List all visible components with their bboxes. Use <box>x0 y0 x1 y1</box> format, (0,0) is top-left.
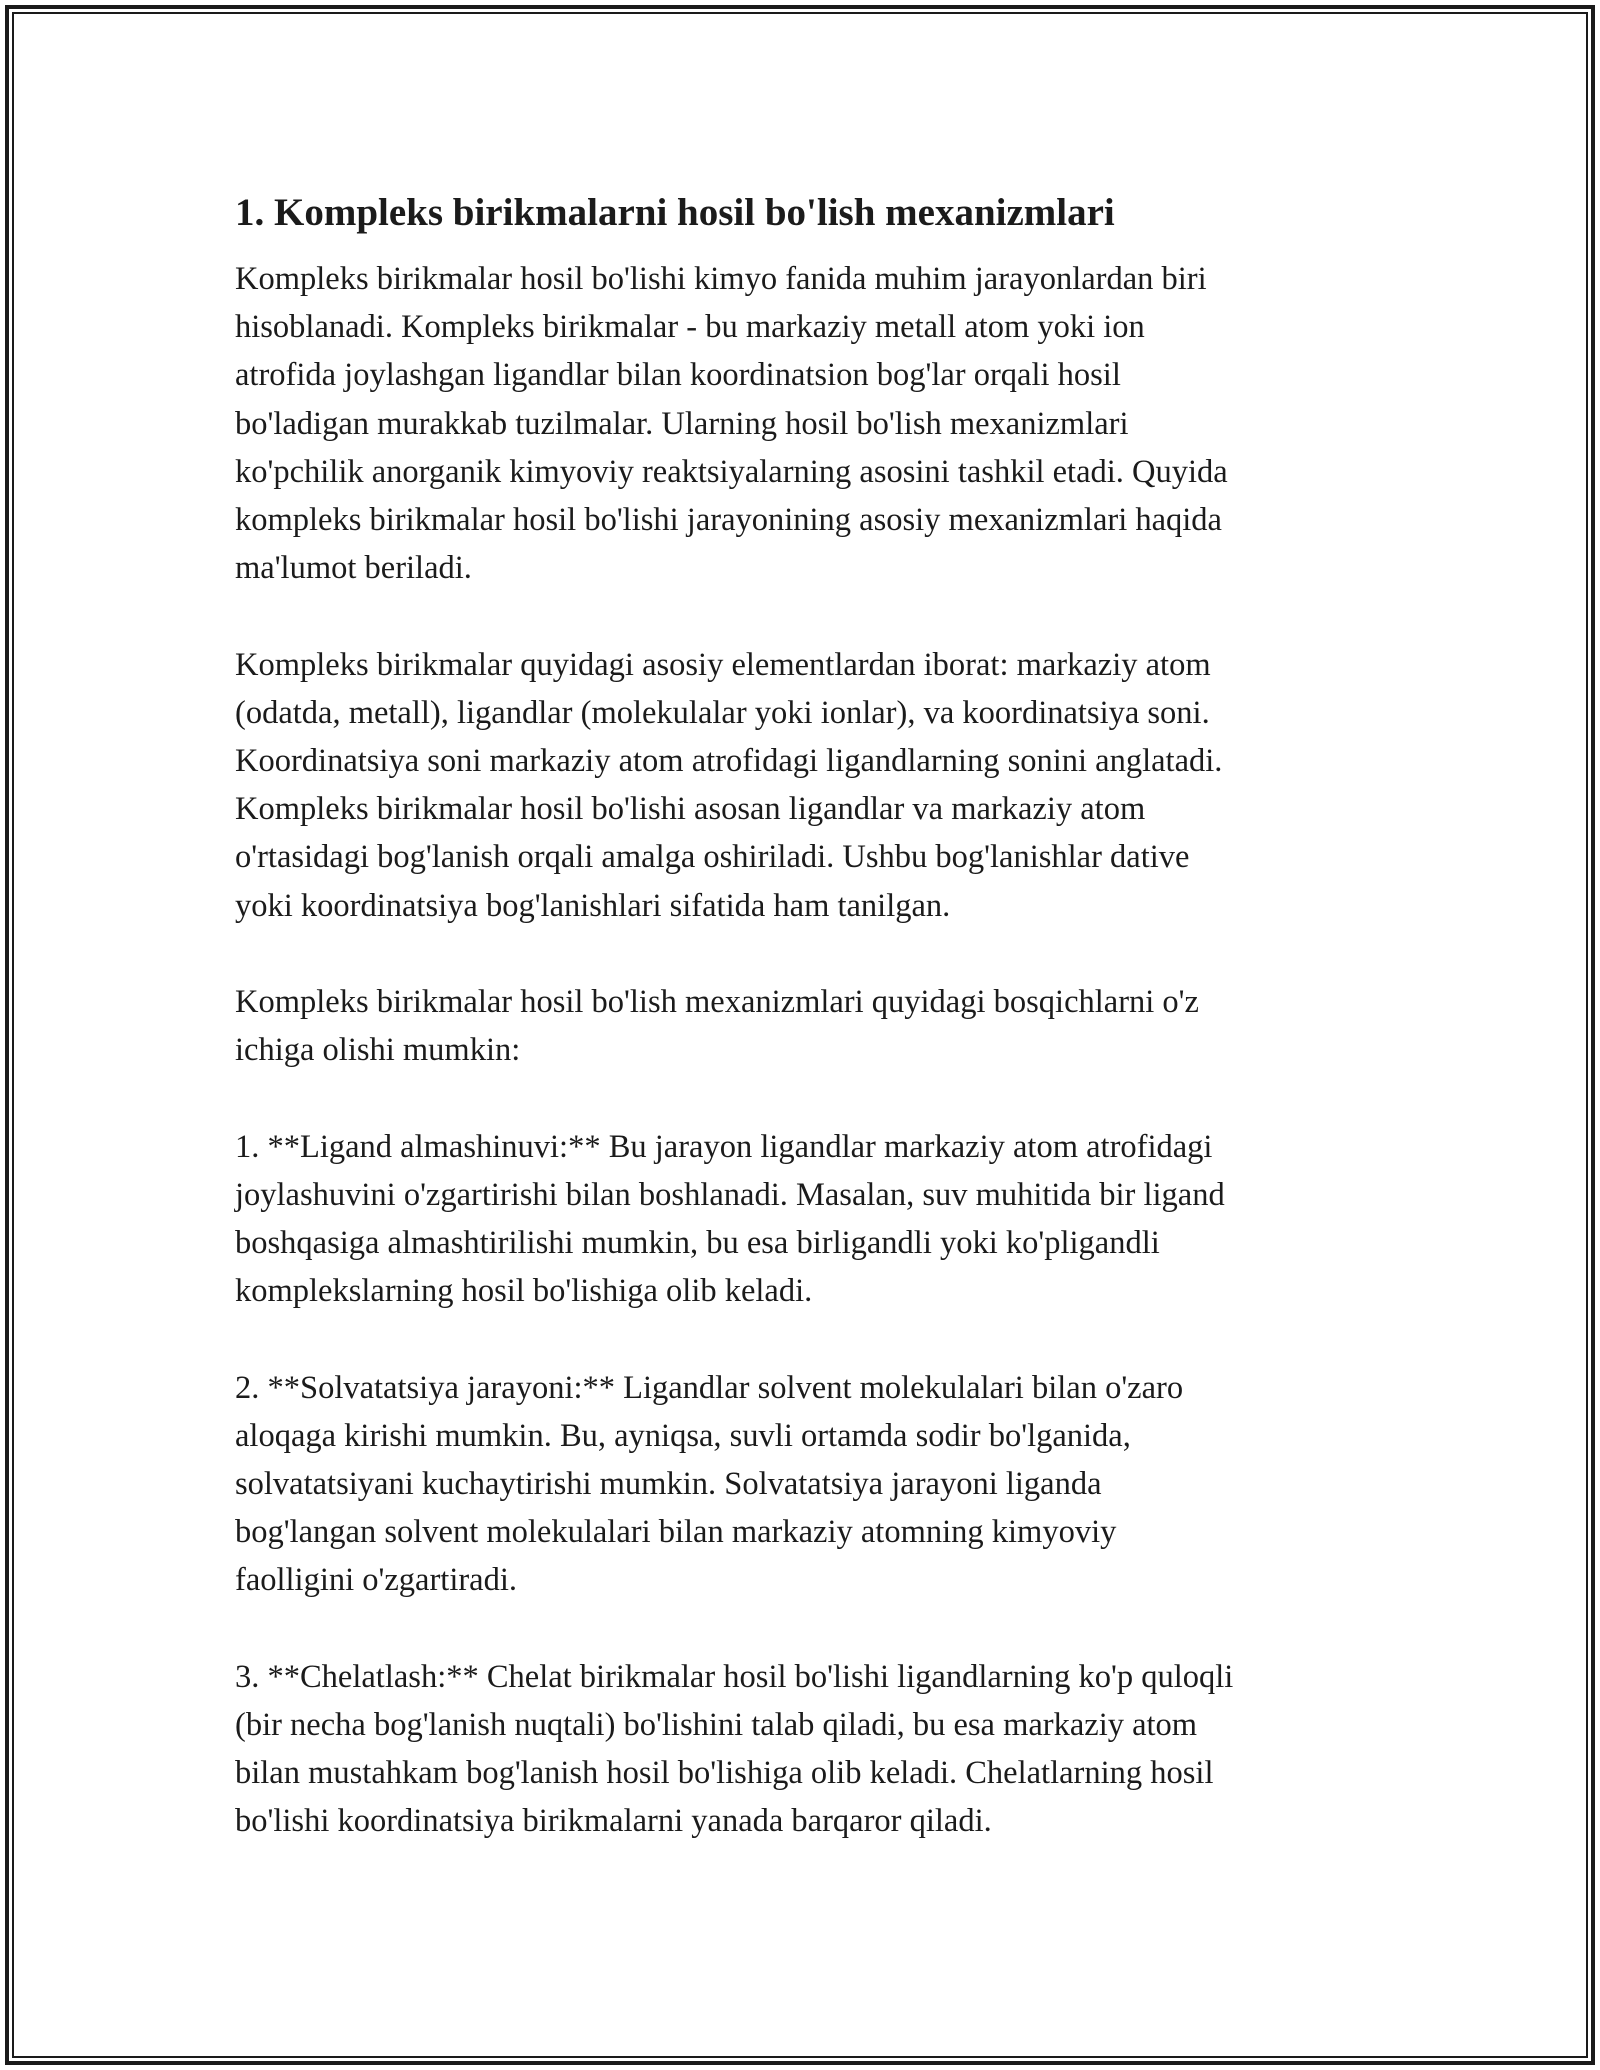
text-line: bo'lishi koordinatsiya birikmalarni yanada barqaror qiladi. <box>235 1803 992 1840</box>
text-line: joylashuvini o'zgartirishi bilan boshlanadi. Masalan, suv muhitida bir ligand <box>235 1176 1225 1213</box>
text-line: o'rtasidagi bog'lanish orqali amalga oshiriladi. Ushbu bog'lanishlar dative <box>235 839 1190 876</box>
paragraph <box>235 978 1370 1074</box>
text-line: Kompleks birikmalar quyidagi asosiy elementlardan iborat: markaziy atom <box>235 646 1211 683</box>
text-line: bo'ladigan murakkab tuzilmalar. Ularning hosil bo'lish mexanizmlari <box>235 405 1129 442</box>
text-line: boshqasiga almashtirilishi mumkin, bu esa birligandli yoki ko'pligandli <box>235 1225 1160 1262</box>
paragraph <box>235 255 1370 592</box>
paragraph <box>235 641 1370 930</box>
document-title: 1. Kompleks birikmalarni hosil bo'lish mexanizmlari <box>235 191 1115 234</box>
text-line: Kompleks birikmalar hosil bo'lish mexanizmlari quyidagi bosqichlarni o'z <box>235 984 1199 1021</box>
paragraph <box>235 1653 1370 1846</box>
text-line: hisoblanadi. Kompleks birikmalar - bu markaziy metall atom yoki ion <box>235 309 1145 346</box>
text-line: faolligini o'zgartiradi. <box>235 1562 518 1599</box>
text-line: bilan mustahkam bog'lanish hosil bo'lishiga olib keladi. Chelatlarning hosil <box>235 1755 1214 1792</box>
text-line: ma'lumot beriladi. <box>235 550 472 587</box>
text-line: Koordinatsiya soni markaziy atom atrofidagi ligandlarning sonini anglatadi. <box>235 743 1223 780</box>
text-line: Kompleks birikmalar hosil bo'lishi asosan ligandlar va markaziy atom <box>235 791 1146 828</box>
text-line: aloqaga kirishi mumkin. Bu, ayniqsa, suvli ortamda sodir bo'lganida, <box>235 1417 1131 1454</box>
text-line: (odatda, metall), ligandlar (molekulalar yoki ionlar), va koordinatsiya soni. <box>235 694 1210 731</box>
text-line: (bir necha bog'lanish nuqtali) bo'lishini talab qiladi, bu esa markaziy atom <box>235 1707 1198 1744</box>
text-line: 3. **Chelatlash:** Chelat birikmalar hosil bo'lishi ligandlarning ko'p quloqli <box>235 1658 1234 1695</box>
text-line: atrofida joylashgan ligandlar bilan koordinatsion bog'lar orqali hosil <box>235 357 1121 394</box>
paragraph <box>235 1364 1370 1605</box>
text-line: komplekslarning hosil bo'lishiga olib keladi. <box>235 1273 813 1310</box>
text-line: yoki koordinatsiya bog'lanishlari sifatida ham tanilgan. <box>235 887 951 924</box>
text-line: solvatatsiyani kuchaytirishi mumkin. Solvatatsiya jarayoni liganda <box>235 1466 1102 1503</box>
paragraph <box>235 1123 1370 1316</box>
paragraph-list <box>235 255 1370 1846</box>
text-line: kompleks birikmalar hosil bo'lishi jarayonining asosiy mexanizmlari haqida <box>235 502 1222 539</box>
text-line: ko'pchilik anorganik kimyoviy reaktsiyalarning asosini tashkil etadi. Quyida <box>235 453 1228 490</box>
text-line: 1. **Ligand almashinuvi:** Bu jarayon ligandlar markaziy atom atrofidagi <box>235 1128 1213 1165</box>
text-line: ichiga olishi mumkin: <box>235 1032 521 1069</box>
text-line: bog'langan solvent molekulalari bilan markaziy atomning kimyoviy <box>235 1514 1117 1551</box>
document-body <box>235 185 1370 1894</box>
text-line: 2. **Solvatatsiya jarayoni:** Ligandlar solvent molekulalari bilan o'zaro <box>235 1369 1184 1406</box>
text-line: Kompleks birikmalar hosil bo'lishi kimyo fanida muhim jarayonlardan biri <box>235 261 1207 297</box>
